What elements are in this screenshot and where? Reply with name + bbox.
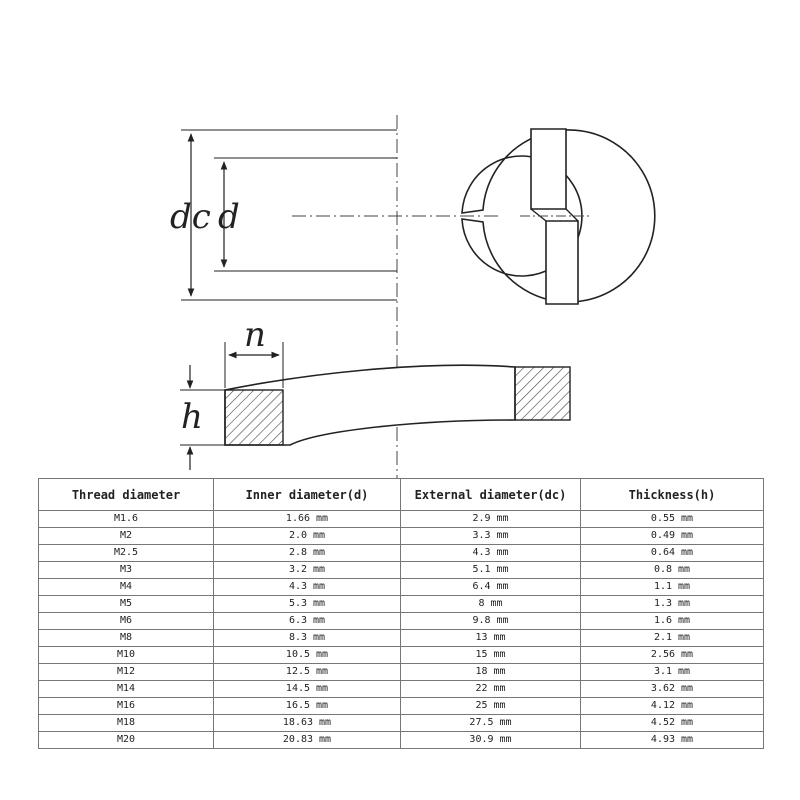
table-row: [39, 613, 764, 630]
external-diameter-cell: 22 mm: [401, 681, 581, 698]
external-diameter-cell: 2.9 mm: [401, 511, 581, 528]
inner-diameter-cell: 10.5 mm: [214, 647, 401, 664]
thickness-cell: 1.3 mm: [581, 596, 764, 613]
external-diameter-cell: 6.4 mm: [401, 579, 581, 596]
table-row: [39, 511, 764, 528]
header-thickness: Thickness(h): [581, 479, 764, 511]
table-row: [39, 545, 764, 562]
external-diameter-cell: 18 mm: [401, 664, 581, 681]
table-row: [39, 647, 764, 664]
external-diameter-cell: 9.8 mm: [401, 613, 581, 630]
thread-diameter-cell: M20: [39, 732, 214, 749]
n-dimension: [225, 315, 283, 388]
header-thread-diameter: Thread diameter: [39, 479, 214, 511]
inner-diameter-cell: 4.3 mm: [214, 579, 401, 596]
thickness-cell: 0.55 mm: [581, 511, 764, 528]
table-row: [39, 562, 764, 579]
external-diameter-cell: 5.1 mm: [401, 562, 581, 579]
external-diameter-cell: 30.9 mm: [401, 732, 581, 749]
thickness-cell: 2.56 mm: [581, 647, 764, 664]
thickness-cell: 1.6 mm: [581, 613, 764, 630]
thread-diameter-cell: M2.5: [39, 545, 214, 562]
dc-label: dc: [170, 197, 211, 237]
inner-diameter-cell: 20.83 mm: [214, 732, 401, 749]
thread-diameter-cell: M4: [39, 579, 214, 596]
thread-diameter-cell: M2: [39, 528, 214, 545]
table-row: [39, 681, 764, 698]
h-dimension: [180, 365, 225, 470]
inner-diameter-cell: 1.66 mm: [214, 511, 401, 528]
external-diameter-cell: 25 mm: [401, 698, 581, 715]
thread-diameter-cell: M14: [39, 681, 214, 698]
external-diameter-cell: 4.3 mm: [401, 545, 581, 562]
thread-diameter-cell: M3: [39, 562, 214, 579]
inner-diameter-cell: 16.5 mm: [214, 698, 401, 715]
inner-diameter-cell: 18.63 mm: [214, 715, 401, 732]
table-row: [39, 698, 764, 715]
table-row: [39, 630, 764, 647]
external-diameter-cell: 15 mm: [401, 647, 581, 664]
external-diameter-cell: 27.5 mm: [401, 715, 581, 732]
thickness-cell: 0.49 mm: [581, 528, 764, 545]
thickness-cell: 0.8 mm: [581, 562, 764, 579]
table-body: [39, 511, 764, 749]
table-row: [39, 732, 764, 749]
inner-diameter-cell: 2.8 mm: [214, 545, 401, 562]
thread-diameter-cell: M18: [39, 715, 214, 732]
thickness-cell: 3.62 mm: [581, 681, 764, 698]
inner-diameter-cell: 8.3 mm: [214, 630, 401, 647]
thickness-cell: 1.1 mm: [581, 579, 764, 596]
n-label: n: [244, 315, 266, 355]
thread-diameter-cell: M6: [39, 613, 214, 630]
external-diameter-cell: 3.3 mm: [401, 528, 581, 545]
table-row: [39, 579, 764, 596]
d-label: d: [218, 197, 240, 237]
thickness-cell: 3.1 mm: [581, 664, 764, 681]
d-dimension: [214, 158, 397, 271]
inner-diameter-cell: 2.0 mm: [214, 528, 401, 545]
specification-table: [38, 478, 764, 749]
header-inner-diameter: Inner diameter(d): [214, 479, 401, 511]
table-row: [39, 596, 764, 613]
external-diameter-cell: 13 mm: [401, 630, 581, 647]
inner-diameter-cell: 6.3 mm: [214, 613, 401, 630]
table-row: [39, 715, 764, 732]
thread-diameter-cell: M1.6: [39, 511, 214, 528]
h-label: h: [181, 397, 203, 437]
thread-diameter-cell: M16: [39, 698, 214, 715]
inner-diameter-cell: 12.5 mm: [214, 664, 401, 681]
table-row: [39, 528, 764, 545]
thickness-cell: 4.93 mm: [581, 732, 764, 749]
table-row: [39, 664, 764, 681]
thread-diameter-cell: M8: [39, 630, 214, 647]
thickness-cell: 0.64 mm: [581, 545, 764, 562]
thread-diameter-cell: M5: [39, 596, 214, 613]
inner-diameter-cell: 3.2 mm: [214, 562, 401, 579]
table-header: [39, 479, 764, 511]
left-cross-section: [225, 390, 283, 445]
thickness-cell: 2.1 mm: [581, 630, 764, 647]
header-external-diameter: External diameter(dc): [401, 479, 581, 511]
thread-diameter-cell: M12: [39, 664, 214, 681]
inner-diameter-cell: 5.3 mm: [214, 596, 401, 613]
inner-diameter-cell: 14.5 mm: [214, 681, 401, 698]
dc-dimension: [170, 130, 397, 300]
thickness-cell: 4.12 mm: [581, 698, 764, 715]
thickness-cell: 4.52 mm: [581, 715, 764, 732]
thread-diameter-cell: M10: [39, 647, 214, 664]
right-cross-section: [515, 367, 570, 420]
external-diameter-cell: 8 mm: [401, 596, 581, 613]
